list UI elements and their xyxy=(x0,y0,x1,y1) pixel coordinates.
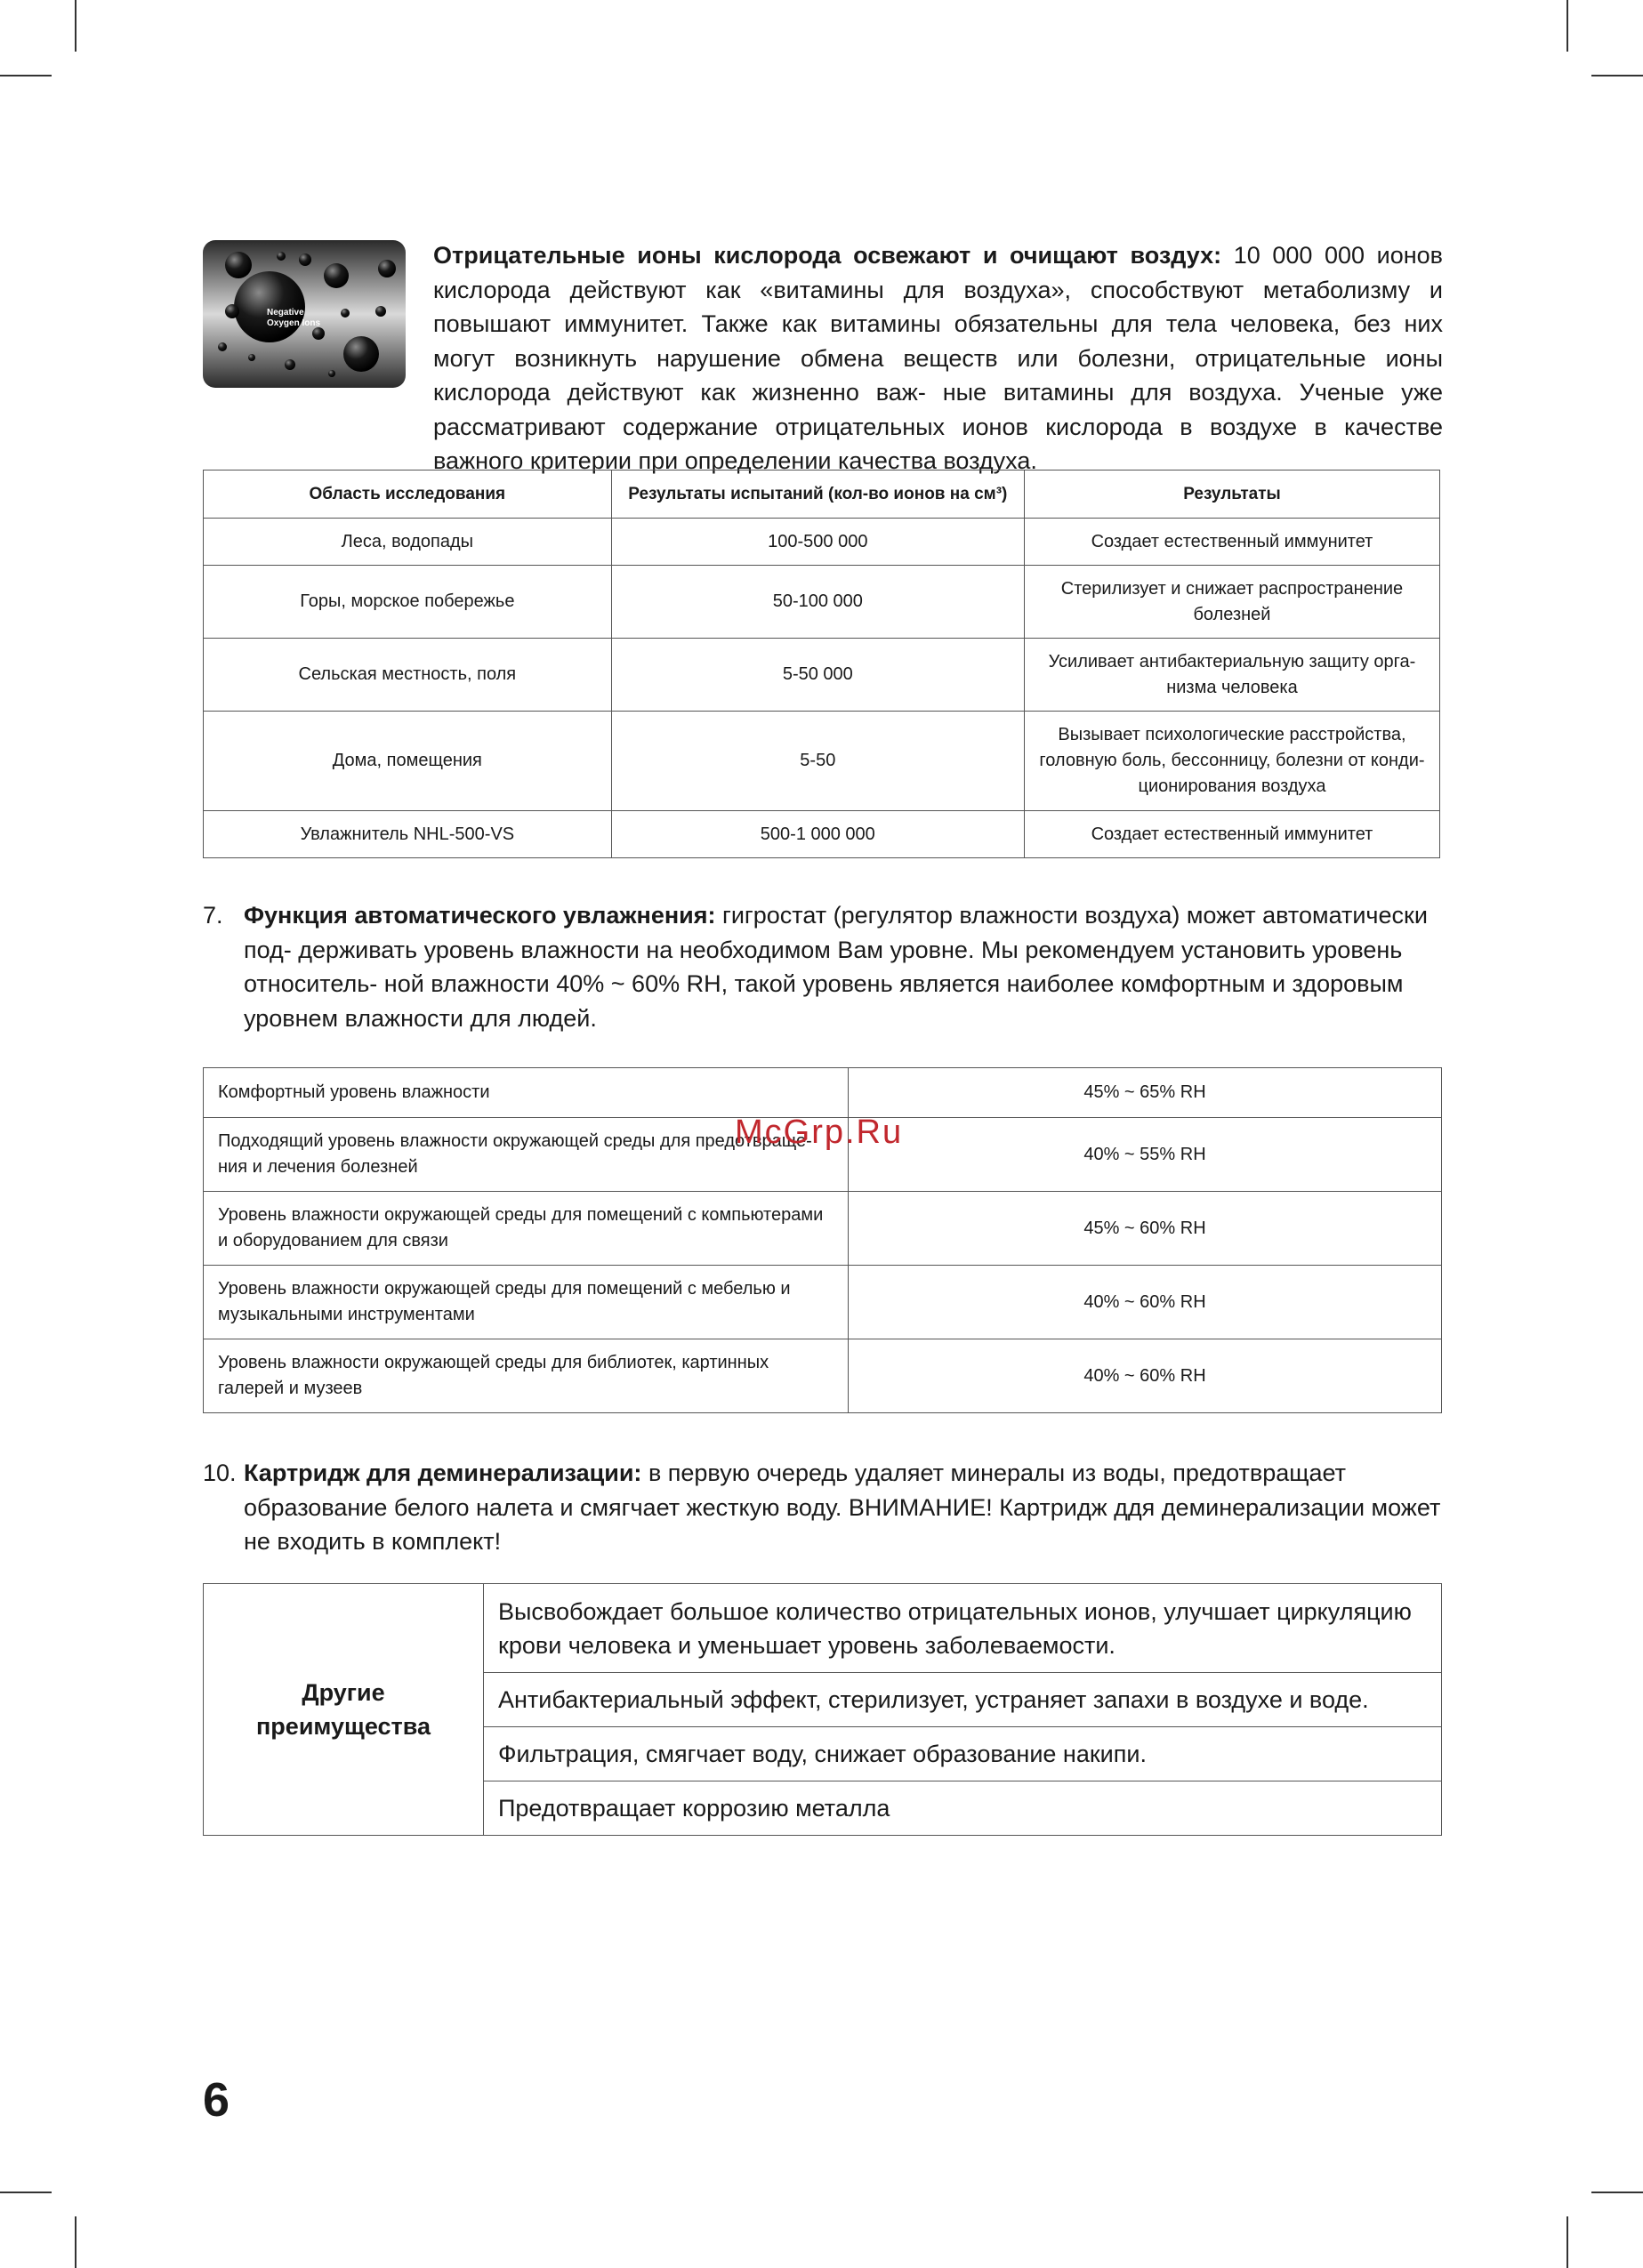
table-row xyxy=(204,1192,1442,1266)
section-text xyxy=(244,898,1445,1035)
crop-mark xyxy=(1566,0,1568,52)
benefit-item: Антибактериальный эффект, стерилизует, устраняет запахи в воздухе и воде. xyxy=(484,1673,1442,1727)
table-cell: 45% ~ 60% RH xyxy=(849,1192,1442,1266)
ion-label-line1: Negative xyxy=(267,308,304,318)
table-cell: Подходящий уровень влажности окружающей среды для предотвраще- ния и лечения болезней xyxy=(204,1118,849,1192)
table-cell: Уровень влажности окружающей среды для библиотек, картинных галерей и музеев xyxy=(204,1339,849,1413)
table-cell: 5-50 xyxy=(611,712,1024,811)
table-cell: Комфортный уровень влажности xyxy=(204,1068,849,1118)
section-number: 7. xyxy=(203,902,223,929)
table-header: Результаты xyxy=(1024,470,1439,519)
ion-label-line2: Oxygen Ions xyxy=(267,318,321,328)
section-body: гигростат (регулятор влажности воздуха) может автоматически под- держивать уровень влажности на необходимом Вам уровне. Мы рекомендуем установить уровень относитель- ной влажности 40% ~ 60% RH, такой уровень является наиболее комфортным и здоровым уровнем влажности для людей. xyxy=(244,902,1428,1032)
table-row xyxy=(204,1584,1442,1673)
section-body: в первую очередь удаляет минералы из воды, предотвращает образование белого налета и смягчает жесткую воду. ВНИМАНИЕ! Картридж ддя деминерализации может не входить в комплект! xyxy=(244,1460,1441,1555)
intro-paragraph xyxy=(433,238,1443,479)
section-lead: Функция автоматического увлажнения: xyxy=(244,902,716,929)
table-cell: Дома, помещения xyxy=(204,712,612,811)
intro-body: 10 000 000 ионов кислорода действуют как «витамины для воздуха», способствуют метаболизму и повышают иммунитет. Также как витамины обязательны для тела человека, без них могут возникнуть нарушение обмена веществ или болезни, отрицательные ионы кислорода действуют как жизненно важ- ные витамины для воздуха. Ученые уже рассматривают содержание отрицательных ионов кислорода в воздухе в качестве важного критерии при определении качества воздуха. xyxy=(433,242,1443,474)
table-cell: 500-1 000 000 xyxy=(611,811,1024,858)
table-row xyxy=(204,1266,1442,1339)
section-number: 10. xyxy=(203,1460,237,1486)
section-demineralization-cartridge xyxy=(203,1456,1444,1563)
intro-lead: Отрицательные ионы кислорода освежают и очищают воздух: xyxy=(433,242,1222,269)
table-cell: Стерилизует и снижает распространение болезней xyxy=(1024,566,1439,639)
negative-ions-image xyxy=(203,240,406,388)
table-cell: Уровень влажности окружающей среды для помещений с компьютерами и оборудованием для связи xyxy=(204,1192,849,1266)
table-header-row xyxy=(204,470,1440,519)
table-row xyxy=(204,712,1440,811)
table-row xyxy=(204,639,1440,712)
benefits-header: Другие преимущества xyxy=(204,1584,484,1836)
table-cell: 40% ~ 55% RH xyxy=(849,1118,1442,1192)
table-row xyxy=(204,566,1440,639)
section-text xyxy=(244,1456,1445,1559)
benefit-item: Фильтрация, смягчает воду, снижает образование накипи. xyxy=(484,1727,1442,1781)
table-cell: 40% ~ 60% RH xyxy=(849,1266,1442,1339)
page-number: 6 xyxy=(203,2073,230,2127)
table-cell: 50-100 000 xyxy=(611,566,1024,639)
crop-mark xyxy=(0,2192,52,2193)
table-row xyxy=(204,519,1440,566)
table-cell: Увлажнитель NHL-500-VS xyxy=(204,811,612,858)
table-cell: Создает естественный иммунитет xyxy=(1024,519,1439,566)
table-cell: Леса, водопады xyxy=(204,519,612,566)
section-lead: Картридж для деминерализации: xyxy=(244,1460,642,1486)
table-cell: Создает естественный иммунитет xyxy=(1024,811,1439,858)
crop-mark xyxy=(1591,75,1643,76)
table-cell: 5-50 000 xyxy=(611,639,1024,712)
benefit-item: Высвобождает большое количество отрицательных ионов, улучшает циркуляцию крови человека и уменьшает уровень заболеваемости. xyxy=(484,1584,1442,1673)
table-cell: Сельская местность, поля xyxy=(204,639,612,712)
table-row xyxy=(204,1068,1442,1118)
crop-mark xyxy=(1566,2216,1568,2268)
ion-levels-table xyxy=(203,470,1440,858)
crop-mark xyxy=(0,75,52,76)
watermark: McGrp.Ru xyxy=(735,1114,904,1151)
table-cell: Уровень влажности окружающей среды для помещений с мебелью и музыкальными инструментами xyxy=(204,1266,849,1339)
table-header: Область исследования xyxy=(204,470,612,519)
crop-mark xyxy=(75,0,77,52)
table-header: Результаты испытаний (кол-во ионов на см³) xyxy=(611,470,1024,519)
table-cell: 100-500 000 xyxy=(611,519,1024,566)
crop-mark xyxy=(1591,2192,1643,2193)
table-cell: Горы, морское побережье xyxy=(204,566,612,639)
table-cell: Усиливает антибактериальную защиту орга- низма человека xyxy=(1024,639,1439,712)
table-row xyxy=(204,1339,1442,1413)
benefit-item: Предотвращает коррозию металла xyxy=(484,1781,1442,1836)
table-cell: 40% ~ 60% RH xyxy=(849,1339,1442,1413)
table-cell: Вызывает психологические расстройства, головную боль, бессонницу, болезни от конди- ционирования воздуха xyxy=(1024,712,1439,811)
table-row xyxy=(204,811,1440,858)
section-auto-humidification xyxy=(203,898,1444,1041)
crop-mark xyxy=(75,2216,77,2268)
table-cell: 45% ~ 65% RH xyxy=(849,1068,1442,1118)
other-benefits-table xyxy=(203,1583,1442,1836)
